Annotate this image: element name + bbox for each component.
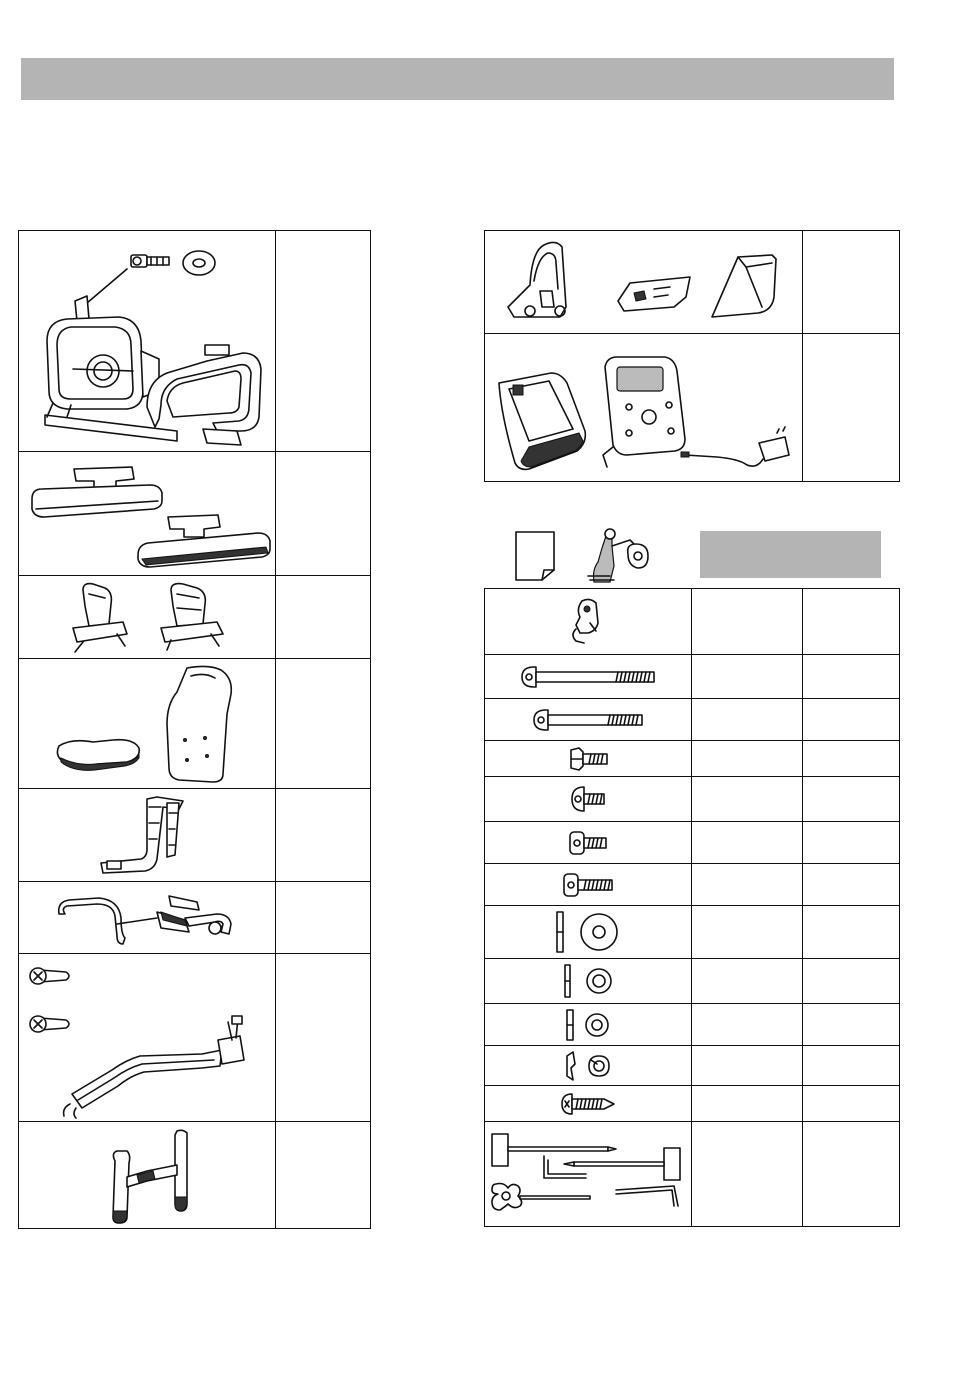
qty-cell <box>276 576 371 659</box>
hardware-row <box>485 1086 900 1122</box>
hardware-row <box>485 906 900 959</box>
qty-cell <box>803 1046 900 1086</box>
hardware-table <box>484 588 900 1227</box>
button-head-bolt-icon <box>568 785 608 813</box>
hardware-image-cell <box>485 864 692 906</box>
covers-icon <box>494 237 794 327</box>
qty-cell <box>276 452 371 576</box>
parts-row <box>19 954 371 1122</box>
covers-computer-table <box>484 230 900 482</box>
clip-icon <box>568 597 608 647</box>
part-image-cell <box>485 334 803 482</box>
qty-cell <box>803 741 900 777</box>
size-cell <box>692 959 803 1004</box>
hardware-image-cell <box>485 777 692 822</box>
hardware-row <box>485 1004 900 1046</box>
size-cell <box>692 777 803 822</box>
size-cell <box>692 1086 803 1122</box>
hardware-image-cell <box>485 699 692 741</box>
part-image-cell <box>19 789 276 882</box>
stabilizers-icon <box>22 459 272 569</box>
size-cell <box>692 655 803 699</box>
part-image-cell <box>19 954 276 1122</box>
part-image-cell <box>19 1122 276 1229</box>
screw-icon <box>558 1092 618 1116</box>
parts-row <box>485 334 900 482</box>
part-image-cell <box>19 231 276 452</box>
size-cell <box>692 906 803 959</box>
parts-row <box>19 231 371 452</box>
hardware-row <box>485 699 900 741</box>
socket-bolt-short-icon <box>566 829 610 857</box>
spring-washer-icon <box>563 1050 613 1082</box>
seat-handlebar-icon <box>87 1127 207 1223</box>
hardware-row <box>485 959 900 1004</box>
size-cell <box>692 1122 803 1227</box>
parts-row <box>19 452 371 576</box>
hardware-pack-label <box>700 531 881 578</box>
qty-cell <box>276 1122 371 1229</box>
hardware-image-cell <box>485 959 692 1004</box>
main-frame-icon <box>27 241 267 441</box>
size-cell <box>692 741 803 777</box>
parts-row <box>19 659 371 789</box>
hardware-row <box>485 822 900 864</box>
hardware-image-cell <box>485 1046 692 1086</box>
computer-set-icon <box>489 343 799 473</box>
hardware-image-cell <box>485 1086 692 1122</box>
hardware-image-cell <box>485 655 692 699</box>
parts-row <box>19 576 371 659</box>
hardware-image-cell <box>485 1004 692 1046</box>
main-parts-table <box>18 230 371 1229</box>
small-washer-icon <box>563 1008 613 1042</box>
size-cell <box>692 822 803 864</box>
qty-cell <box>803 1004 900 1046</box>
size-cell <box>692 1004 803 1046</box>
hardware-row <box>485 864 900 906</box>
computer-post-icon <box>22 958 272 1118</box>
tools-icon <box>488 1126 688 1222</box>
qty-cell <box>803 231 900 334</box>
qty-cell <box>276 231 371 452</box>
medium-washer-icon <box>561 963 615 999</box>
hardware-image-cell <box>485 906 692 959</box>
qty-cell <box>276 882 371 954</box>
title-bar <box>21 58 894 100</box>
parts-row <box>485 231 900 334</box>
hardware-row <box>485 589 900 655</box>
part-image-cell <box>19 452 276 576</box>
qty-cell <box>803 334 900 482</box>
long-bolt-a-icon <box>518 664 658 690</box>
pedals-icon <box>47 580 247 654</box>
qty-cell <box>803 1086 900 1122</box>
hex-bolt-icon <box>565 746 611 772</box>
qty-cell <box>803 959 900 1004</box>
qty-cell <box>803 906 900 959</box>
hardware-row <box>485 1046 900 1086</box>
qty-cell <box>803 655 900 699</box>
qty-cell <box>803 822 900 864</box>
parts-row <box>19 882 371 954</box>
document-icon <box>514 530 556 582</box>
hardware-bag-icon <box>584 526 654 584</box>
part-image-cell <box>19 659 276 789</box>
qty-cell <box>803 589 900 655</box>
seat-and-backrest-icon <box>37 664 257 784</box>
qty-cell <box>276 789 371 882</box>
qty-cell <box>276 954 371 1122</box>
size-cell <box>692 864 803 906</box>
long-bolt-b-icon <box>530 707 646 733</box>
part-image-cell <box>19 882 276 954</box>
hardware-image-cell <box>485 822 692 864</box>
hardware-row <box>485 1122 900 1227</box>
size-cell <box>692 1046 803 1086</box>
parts-row <box>19 789 371 882</box>
hardware-row <box>485 655 900 699</box>
seat-support-icon <box>87 793 207 877</box>
size-cell <box>692 589 803 655</box>
qty-cell <box>803 1122 900 1227</box>
hardware-row <box>485 777 900 822</box>
size-cell <box>692 699 803 741</box>
part-image-cell <box>19 576 276 659</box>
front-handlebar-icon <box>57 888 237 948</box>
part-image-cell <box>485 231 803 334</box>
qty-cell <box>803 699 900 741</box>
hardware-image-cell <box>485 741 692 777</box>
hardware-row <box>485 741 900 777</box>
hardware-image-cell <box>485 1122 692 1227</box>
qty-cell <box>803 777 900 822</box>
hardware-image-cell <box>485 589 692 655</box>
large-washer-icon <box>553 910 623 954</box>
parts-row <box>19 1122 371 1229</box>
qty-cell <box>803 864 900 906</box>
socket-bolt-long-icon <box>560 871 616 899</box>
qty-cell <box>276 659 371 789</box>
